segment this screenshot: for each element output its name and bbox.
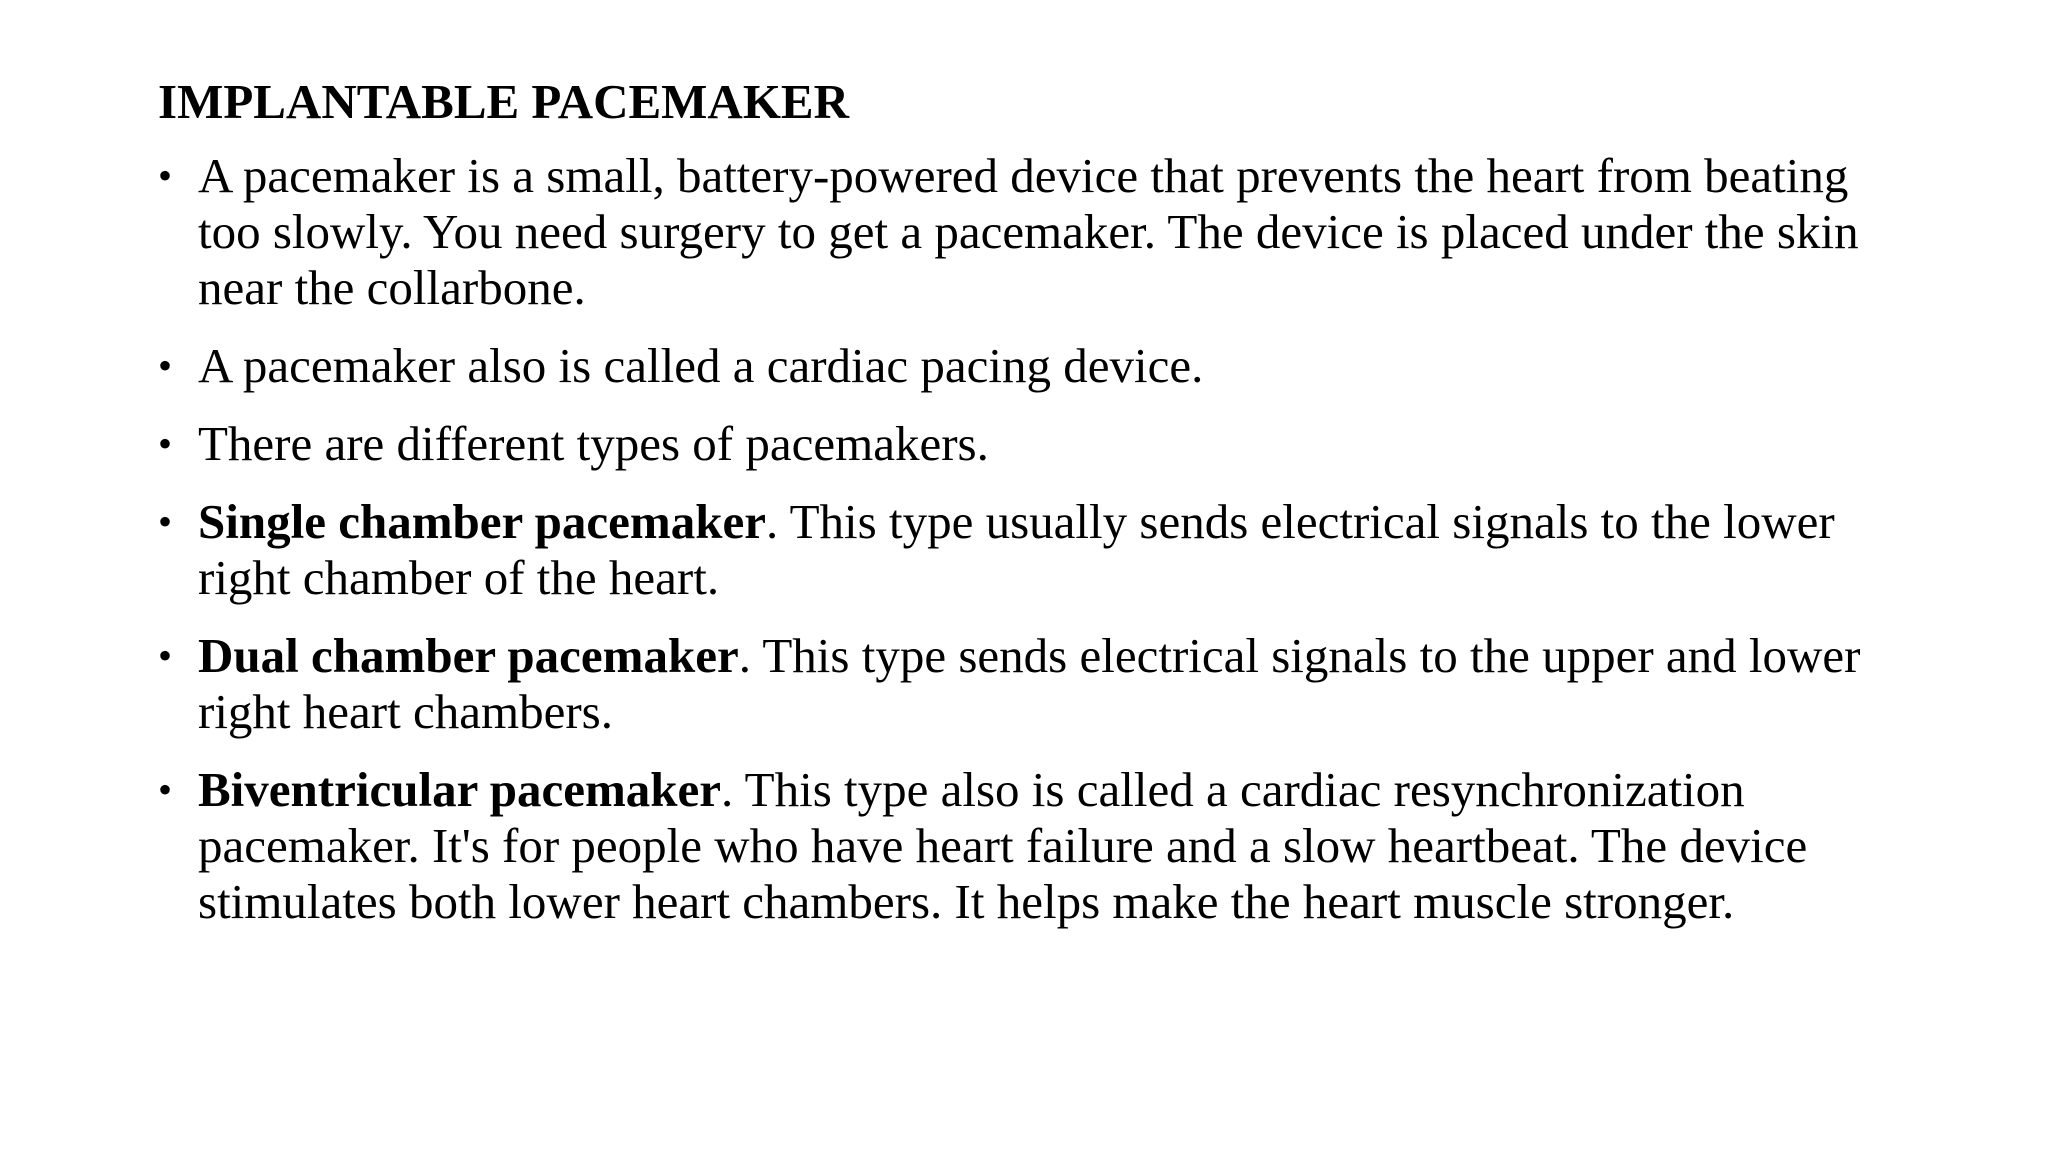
- bullet-item: [158, 416, 1918, 472]
- bullet-dot-icon: •: [158, 421, 173, 466]
- bullet-list: [158, 148, 1918, 952]
- bullet-text: . This type sends electrical signals to the upper and lower right heart chambers.: [198, 628, 1861, 739]
- bullet-item: [158, 338, 1918, 394]
- bullet-item: [158, 494, 1918, 606]
- slide-title: IMPLANTABLE PACEMAKER: [158, 74, 850, 129]
- bullet-dot-icon: •: [158, 767, 173, 812]
- bullet-text: . This type usually sends electrical signals to the lower right chamber of the heart.: [198, 494, 1835, 605]
- bullet-dot-icon: •: [158, 153, 173, 198]
- bullet-text: There are different types of pacemakers.: [198, 416, 989, 471]
- bullet-item: [158, 762, 1918, 930]
- bullet-lead-term: Biventricular pacemaker: [198, 762, 722, 817]
- bullet-item: [158, 148, 1918, 316]
- bullet-dot-icon: •: [158, 499, 173, 544]
- bullet-lead-term: Single chamber pacemaker: [198, 494, 766, 549]
- bullet-text: A pacemaker also is called a cardiac pacing device.: [198, 338, 1204, 393]
- bullet-text: A pacemaker is a small, battery-powered device that prevents the heart from beating too slowly. You need surgery to get a pacemaker. The device is placed under the skin near the collarbone.: [198, 148, 1859, 315]
- bullet-lead-term: Dual chamber pacemaker: [198, 628, 739, 683]
- bullet-item: [158, 628, 1918, 740]
- bullet-dot-icon: •: [158, 633, 173, 678]
- bullet-text: . This type also is called a cardiac resynchronization pacemaker. It's for people who have heart failure and a slow heartbeat. The device stimulates both lower heart chambers. It helps make the heart muscle stronger.: [198, 762, 1808, 929]
- bullet-dot-icon: •: [158, 343, 173, 388]
